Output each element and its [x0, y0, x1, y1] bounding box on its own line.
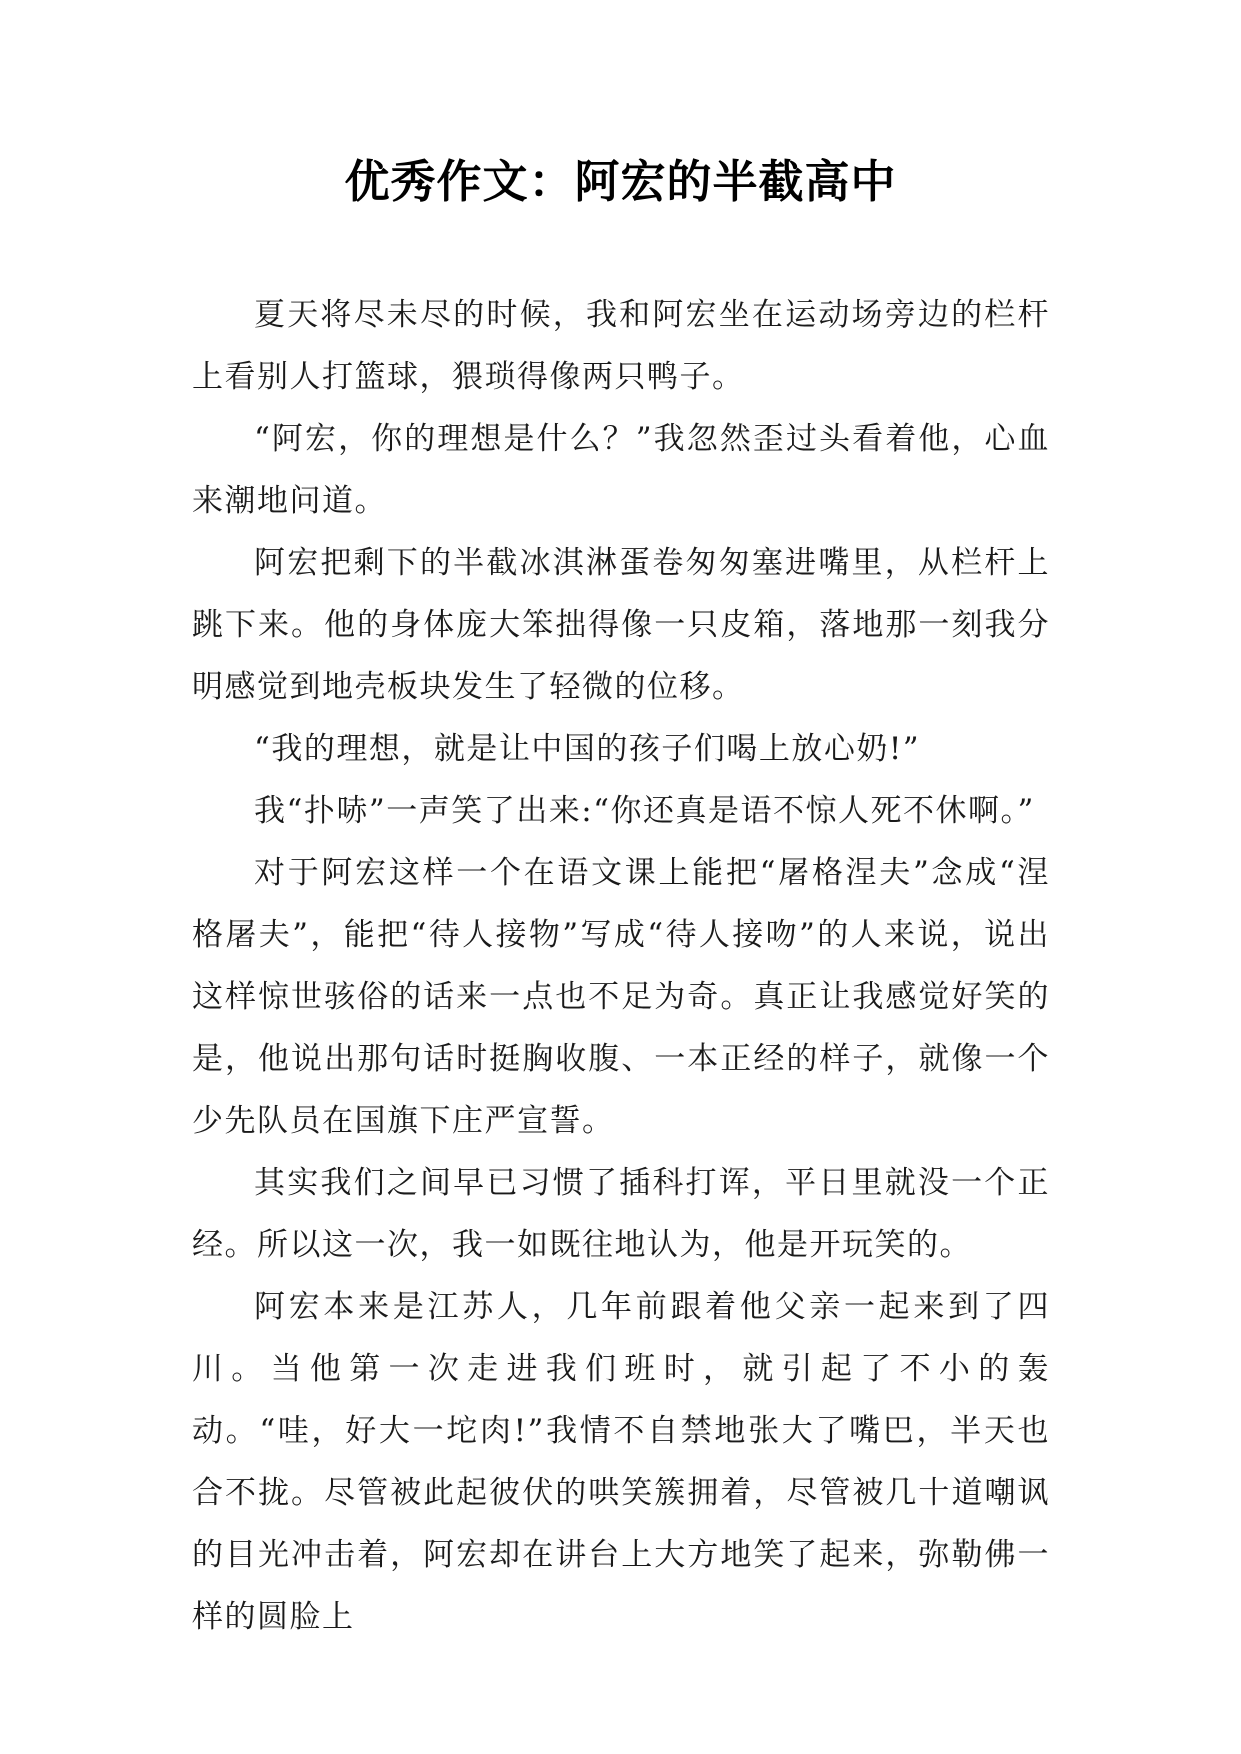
paragraph-7: 其实我们之间早已习惯了插科打诨，平日里就没一个正经。所以这一次，我一如既往地认为，他是开玩笑的。 — [192, 1165, 1050, 1263]
paragraph-4: “我的理想，就是让中国的孩子们喝上放心奶!” — [254, 731, 921, 767]
document-title: 优秀作文：阿宏的半截高中 — [344, 155, 897, 208]
document-body — [192, 284, 1050, 1648]
paragraph-3: 阿宏把剩下的半截冰淇淋蛋卷匆匆塞进嘴里，从栏杆上跳下来。他的身体庞大笨拙得像一只皮箱，落地那一刻我分明感觉到地壳板块发生了轻微的位移。 — [192, 545, 1050, 705]
paragraph-5: 我“扑哧”一声笑了出来:“你还真是语不惊人死不休啊。” — [254, 793, 1035, 829]
paragraph-2: “阿宏，你的理想是什么？”我忽然歪过头看着他，心血来潮地问道。 — [192, 421, 1050, 519]
paragraph-8: 阿宏本来是江苏人，几年前跟着他父亲一起来到了四川。当他第一次走进我们班时，就引起了不小的轰动。“哇，好大一坨肉!”我情不自禁地张大了嘴巴，半天也合不拢。尽管被此起彼伏的哄笑簇拥着，尽管被几十道嘲讽的目光冲击着，阿宏却在讲台上大方地笑了起来，弥勒佛一样的圆脸上 — [192, 1289, 1050, 1635]
paragraph-1: 夏天将尽未尽的时候，我和阿宏坐在运动场旁边的栏杆上看别人打篮球，猥琐得像两只鸭子。 — [192, 297, 1050, 395]
paragraph-6: 对于阿宏这样一个在语文课上能把“屠格涅夫”念成“涅格屠夫”，能把“待人接物”写成“待人接吻”的人来说，说出这样惊世骇俗的话来一点也不足为奇。真正让我感觉好笑的是，他说出那句话时挺胸收腹、一本正经的样子，就像一个少先队员在国旗下庄严宣誓。 — [192, 855, 1050, 1139]
